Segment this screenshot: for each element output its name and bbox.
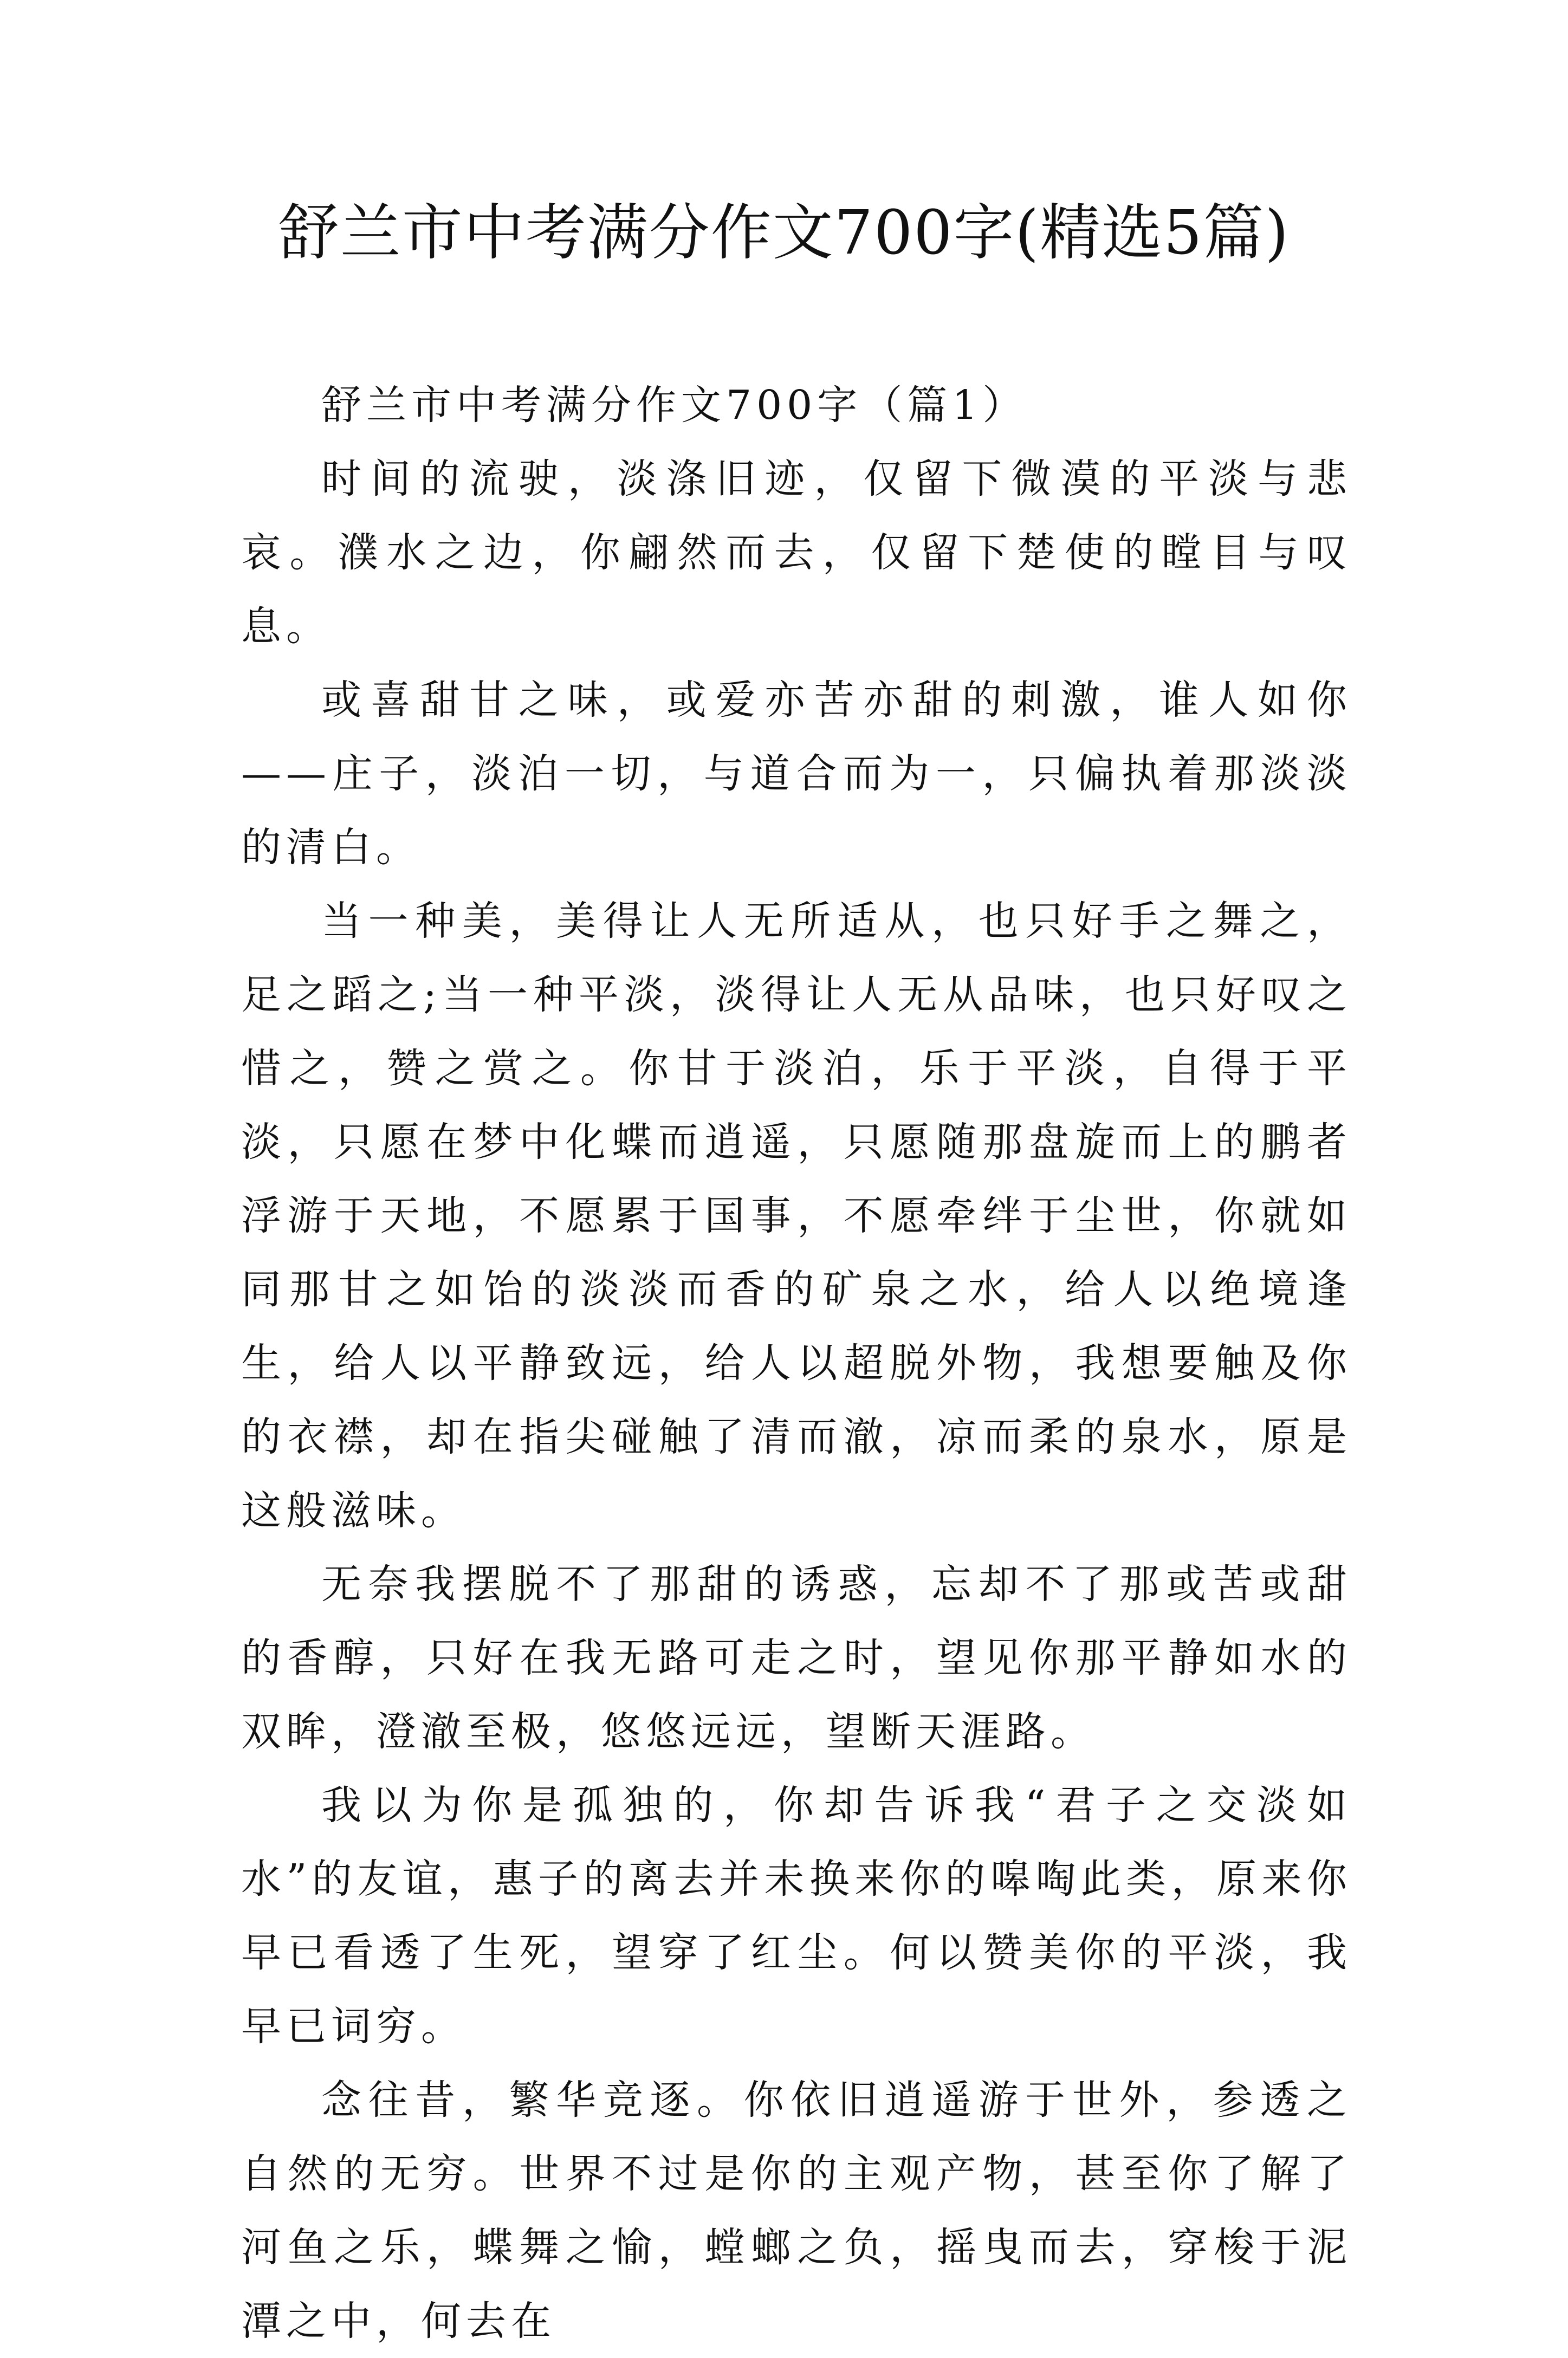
body-paragraph: 时间的流驶，淡涤旧迹，仅留下微漠的平淡与悲哀。濮水之边，你翩然而去，仅留下楚使的瞠目与叹息。 [241,456,1352,650]
body-paragraph: 我以为你是孤独的，你却告诉我“君子之交淡如水”的友谊，惠子的离去并未换来你的嗥啕此类，原来你早已看透了生死，望穿了红尘。何以赞美你的平淡，我早已词穷。 [241,1782,1352,2050]
body-paragraph: 或喜甜甘之味，或爱亦苦亦甜的刺激，谁人如你——庄子，淡泊一切，与道合而为一，只偏执着那淡淡的清白。 [241,677,1352,871]
document-body [241,368,1352,2358]
document-title: 舒兰市中考满分作文700字(精选5篇) [278,198,1290,268]
section-heading: 舒兰市中考满分作文700字（篇1） [321,382,1028,429]
body-paragraph: 当一种美，美得让人无所适从，也只好手之舞之，足之蹈之;当一种平淡，淡得让人无从品味，也只好叹之惜之，赞之赏之。你甘于淡泊，乐于平淡，自得于平淡，只愿在梦中化蝶而逍遥，只愿随那盘旋而上的鹏者浮游于天地，不愿累于国事，不愿牵绊于尘世，你就如同那甘之如饴的淡淡而香的矿泉之水，给人以绝境逢生，给人以平静致远，给人以超脱外物，我想要触及你的衣襟，却在指尖碰触了清而澈，凉而柔的泉水，原是这般滋味。 [241,898,1352,1534]
body-paragraph: 无奈我摆脱不了那甜的诱惑，忘却不了那或苦或甜的香醇，只好在我无路可走之时，望见你那平静如水的双眸，澄澈至极，悠悠远远，望断天涯路。 [241,1561,1352,1755]
body-paragraph: 念往昔，繁华竞逐。你依旧逍遥游于世外，参透之自然的无穷。世界不过是你的主观产物，甚至你了解了河鱼之乐，蝶舞之愉，螳螂之负，摇曳而去，穿梭于泥潭之中，何去在 [241,2077,1352,2344]
